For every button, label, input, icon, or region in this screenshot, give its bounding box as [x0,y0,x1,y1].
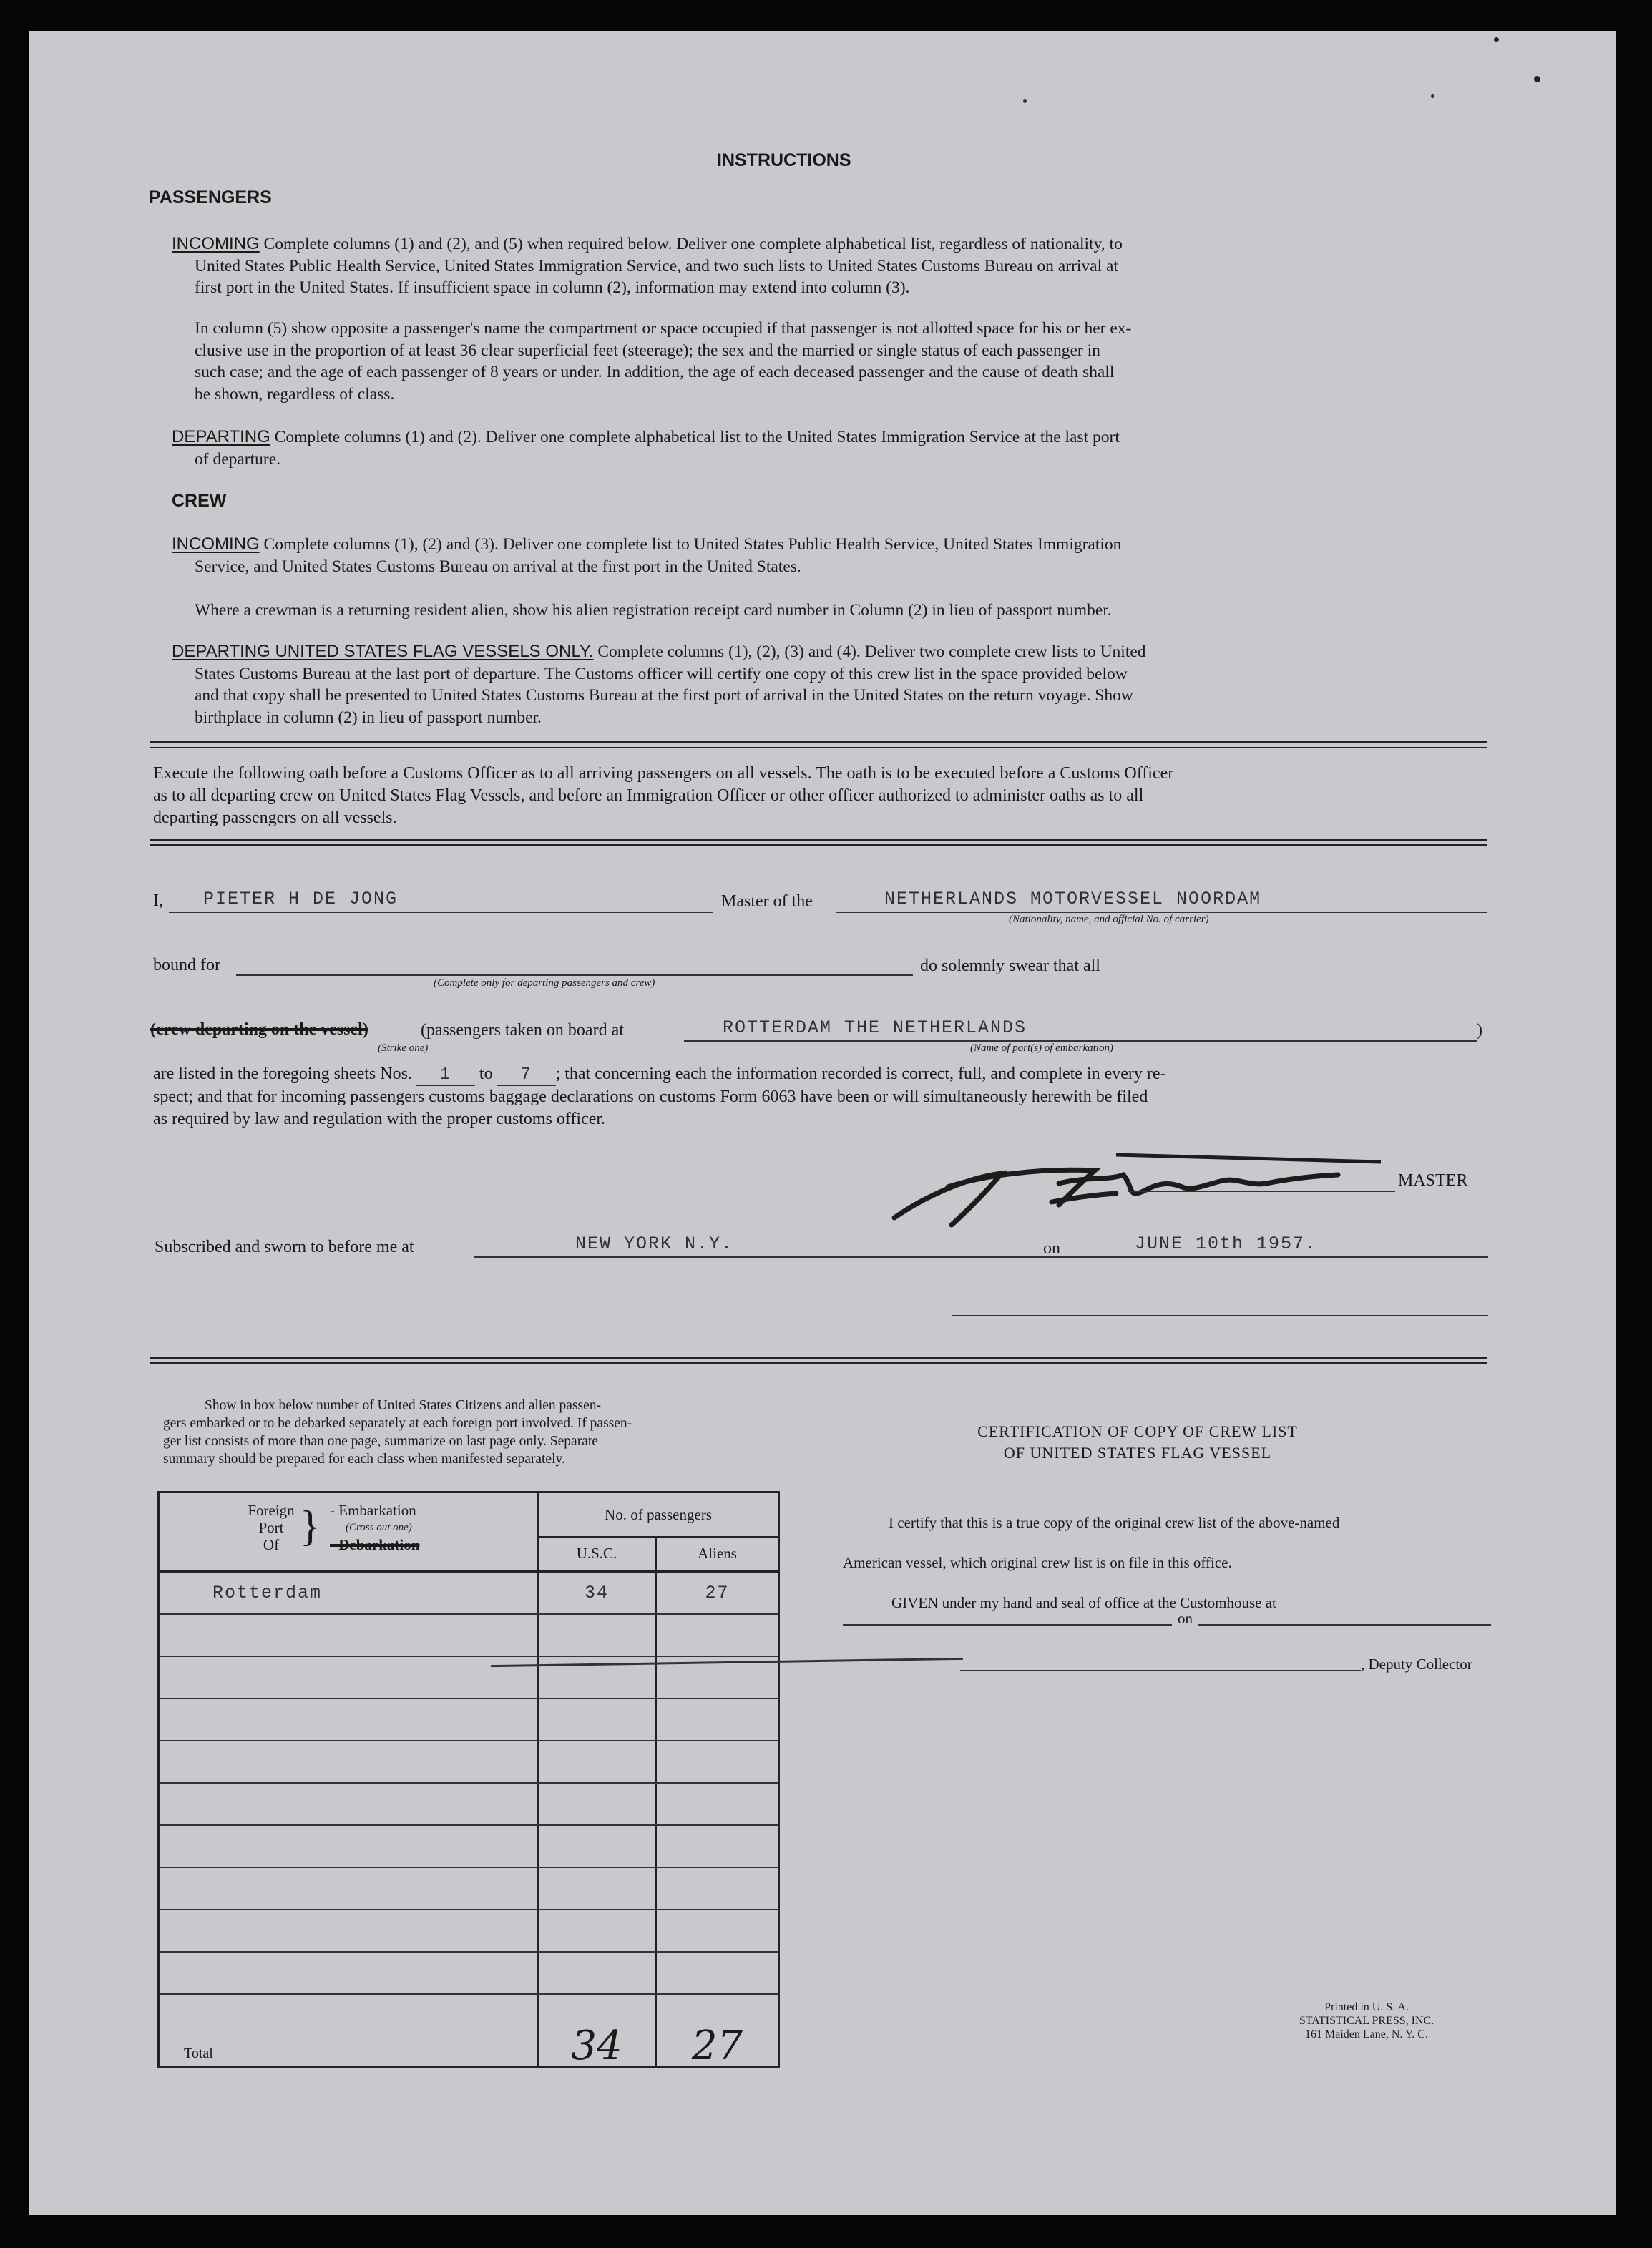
cell-port: Rotterdam [212,1583,323,1603]
paragraph-line: as required by law and regulation with the proper customs officer. [153,1110,606,1128]
embarkation-caption: (Name of port(s) of embarkation) [970,1042,1113,1054]
paragraph-line: Complete columns (1), (2), (3) and (4). Deliver two complete crew lists to United [597,642,1146,661]
paragraph-line: summary should be prepared for each class when manifested separately. [163,1452,565,1467]
table-row [160,1868,778,1910]
sworn-date-line [1067,1256,1488,1258]
cell-aliens: 27 [705,1583,730,1603]
passengers-incoming-block [172,233,1462,299]
header-cross-out: (Cross out one) [346,1522,412,1533]
scan-speckle [1023,99,1027,103]
header-usc: U.S.C. [576,1545,617,1562]
bound-for-label: bound for [153,956,220,974]
master-name-line [169,912,713,913]
sworn-place: NEW YORK N.Y. [575,1233,734,1254]
sworn-on-label: on [1043,1239,1060,1258]
paragraph-line: States Customs Bureau at the last port of departure. The Customs officer will certify one copy of this crew list in the space provided below [195,664,1128,683]
certification-title-line: CERTIFICATION OF COPY OF CREW LIST [977,1422,1298,1440]
passengers-label: (passengers taken on board at [421,1021,624,1040]
document-page [29,31,1616,2215]
crew-departing-block [172,641,1462,728]
paragraph-line: clusive use in the proportion of at least 36 clear superficial feet (steerage); the sex and the married or single status of each passenger in [195,341,1100,360]
total-label: Total [184,2046,213,2061]
table-row [160,1615,778,1657]
printer-line: Printed in U. S. A. [1324,2001,1409,2013]
summary-table [157,1491,780,2068]
vessel-line [836,912,1487,913]
passengers-departing-label: DEPARTING [172,427,270,446]
table-row [160,1573,778,1615]
paragraph-line: birthplace in column (2) in lieu of passport number. [195,708,542,727]
paragraph-line: United States Public Health Service, United States Immigration Service, and two such lists to United States Customs Bureau on arrival at [195,256,1118,275]
table-row [160,1910,778,1953]
vessel-name: NETHERLANDS MOTORVESSEL NOORDAM [884,889,1262,909]
subscribed-label: Subscribed and sworn to before me at [155,1238,414,1256]
paragraph-line: first port in the United States. If insufficient space in column (2), information may extend into column (3). [195,278,910,297]
to-label: to [479,1065,493,1083]
printer-imprint [1259,2000,1474,2041]
master-label: MASTER [1398,1171,1468,1190]
paragraph-line: ger list consists of more than one page, summarize on last page only. Separate [163,1434,598,1449]
certification-title-line: OF UNITED STATES FLAG VESSEL [1003,1444,1272,1462]
header-embark-debark [330,1502,419,1553]
scan-speckle [1494,37,1499,42]
deputy-collector-label: , Deputy Collector [1361,1656,1472,1673]
total-usc: 34 [571,2023,622,2069]
sheets-suffix: ; that concerning each the information recorded is correct, full, and complete in every re- [555,1065,1166,1083]
bound-for-caption: (Complete only for departing passengers and crew) [434,977,655,989]
paragraph-line: Complete columns (1), (2) and (3). Deliver one complete list to United States Public Health Service, United States Immigration [263,535,1122,554]
paragraph-line: Show in box below number of United States Citizens and alien passen- [205,1398,602,1413]
header-port: Port [258,1519,284,1536]
certification-on-label: on [1178,1610,1193,1627]
paragraph-line: of departure. [195,449,281,469]
divider-rule [150,839,1487,841]
total-aliens: 27 [691,2023,743,2069]
paragraph-line: Where a crewman is a returning resident alien, show his alien registration receipt card number in Column (2) in lieu of passport number. [195,601,1112,620]
table-row [160,1953,778,1995]
paragraph-line: be shown, regardless of class. [195,384,395,404]
certification-title [944,1421,1331,1464]
close-paren: ) [1477,1021,1482,1040]
paragraph-line: as to all departing crew on United States Flag Vessels, and before an Immigration Officer or other officer authorized to administer oaths as to all [153,786,1144,805]
swear-label: do solemnly swear that all [920,957,1100,975]
certification-date-line [1198,1624,1491,1626]
signature-line [1128,1191,1395,1192]
paragraph-line: spect; and that for incoming passengers customs baggage declarations on customs Form 6063 have been or will simultaneously herewith be filed [153,1088,1148,1106]
paragraph-line: gers embarked or to be debarked separately at each foreign port involved. If passen- [163,1416,632,1431]
deputy-collector-line [960,1670,1361,1671]
paragraph-line: Complete columns (1) and (2), and (5) when required below. Deliver one complete alphabetical list, regardless of nationality, to [263,235,1123,253]
certification-given-line: GIVEN under my hand and seal of office at the Customhouse at [891,1594,1276,1611]
header-foreign-port [243,1502,300,1553]
embarkation-line [684,1040,1477,1042]
table-row [160,1784,778,1826]
officer-signature-line [952,1315,1488,1316]
oath-intro [153,763,1488,829]
strike-caption: (Strike one) [378,1042,429,1054]
row-divider [537,1536,778,1538]
table-row [160,1826,778,1868]
bound-for-line [236,974,913,976]
printer-line: 161 Maiden Lane, N. Y. C. [1305,2028,1428,2041]
divider-rule [150,747,1487,748]
scan-speckle [1534,76,1540,82]
sworn-date: JUNE 10th 1957. [1135,1233,1318,1254]
certification-body-line: I certify that this is a true copy of the original crew list of the above-named [889,1514,1340,1531]
paragraph-line: In column (5) show opposite a passenger's name the compartment or space occupied if that passenger is not allotted space for his or her ex- [195,319,1132,338]
passengers-departing-block [172,426,1462,470]
certification-body-line: American vessel, which original crew list is on file in this office. [843,1554,1232,1571]
scan-speckle [1431,94,1434,98]
sworn-place-line [474,1256,1067,1258]
header-aliens: Aliens [698,1545,737,1562]
printer-line: STATISTICAL PRESS, INC. [1299,2015,1434,2027]
instructions-title: INSTRUCTIONS [717,150,851,170]
cell-usc: 34 [584,1583,609,1603]
crew-heading: CREW [172,491,227,511]
header-of: Of [263,1536,280,1553]
header-debarkation: - Debarkation [330,1536,420,1553]
divider-rule [150,1362,1487,1364]
crew-departing-label: DEPARTING UNITED STATES FLAG VESSELS ONLY. [172,642,594,661]
vessel-caption: (Nationality, name, and official No. of carrier) [1009,914,1209,925]
header-no-passengers: No. of passengers [605,1506,712,1523]
crew-departing-struck: (crew departing on the vessel) [150,1020,368,1039]
brace: } [300,1502,321,1550]
table-row [160,1741,778,1784]
paragraph-line: Complete columns (1) and (2). Deliver one complete alphabetical list to the United States Immigration Service at the last port [274,428,1120,446]
summary-note [163,1397,807,1468]
passengers-incoming-label: INCOMING [172,234,260,253]
header-foreign: Foreign [248,1502,295,1519]
divider-rule [150,844,1487,846]
sheet-from: 1 [416,1066,475,1086]
paragraph-line: such case; and the age of each passenger of 8 years or under. In addition, the age of each deceased passenger and the cause of death shall [195,363,1115,381]
sheets-prefix: are listed in the foregoing sheets Nos. [153,1065,412,1083]
table-row [160,1699,778,1741]
passengers-column5-block [195,318,1462,405]
master-of-label: Master of the [721,892,813,911]
sheets-block [153,1063,1488,1130]
master-signature [880,1133,1409,1233]
header-embarkation: - Embarkation [330,1502,416,1519]
crew-incoming-block [172,534,1462,577]
paragraph-line: Execute the following oath before a Customs Officer as to all arriving passengers on all vessels. The oath is to be executed before a Customs Officer [153,764,1174,783]
divider-rule [150,741,1487,743]
oath-i-label: I, [153,891,163,910]
passengers-heading: PASSENGERS [149,187,272,207]
paragraph-line: Service, and United States Customs Bureau on arrival at the first port in the United States. [195,557,801,576]
crew-incoming-label: INCOMING [172,534,260,554]
divider-rule [150,1357,1487,1359]
sheet-to: 7 [497,1066,556,1086]
paragraph-line: and that copy shall be presented to United States Customs Bureau at the first port of arrival in the United States on the return voyage. Show [195,686,1133,705]
customhouse-line [843,1624,1172,1626]
master-name: PIETER H DE JONG [203,889,399,909]
paragraph-line: departing passengers on all vessels. [153,808,397,827]
embarkation-port: ROTTERDAM THE NETHERLANDS [723,1017,1027,1038]
